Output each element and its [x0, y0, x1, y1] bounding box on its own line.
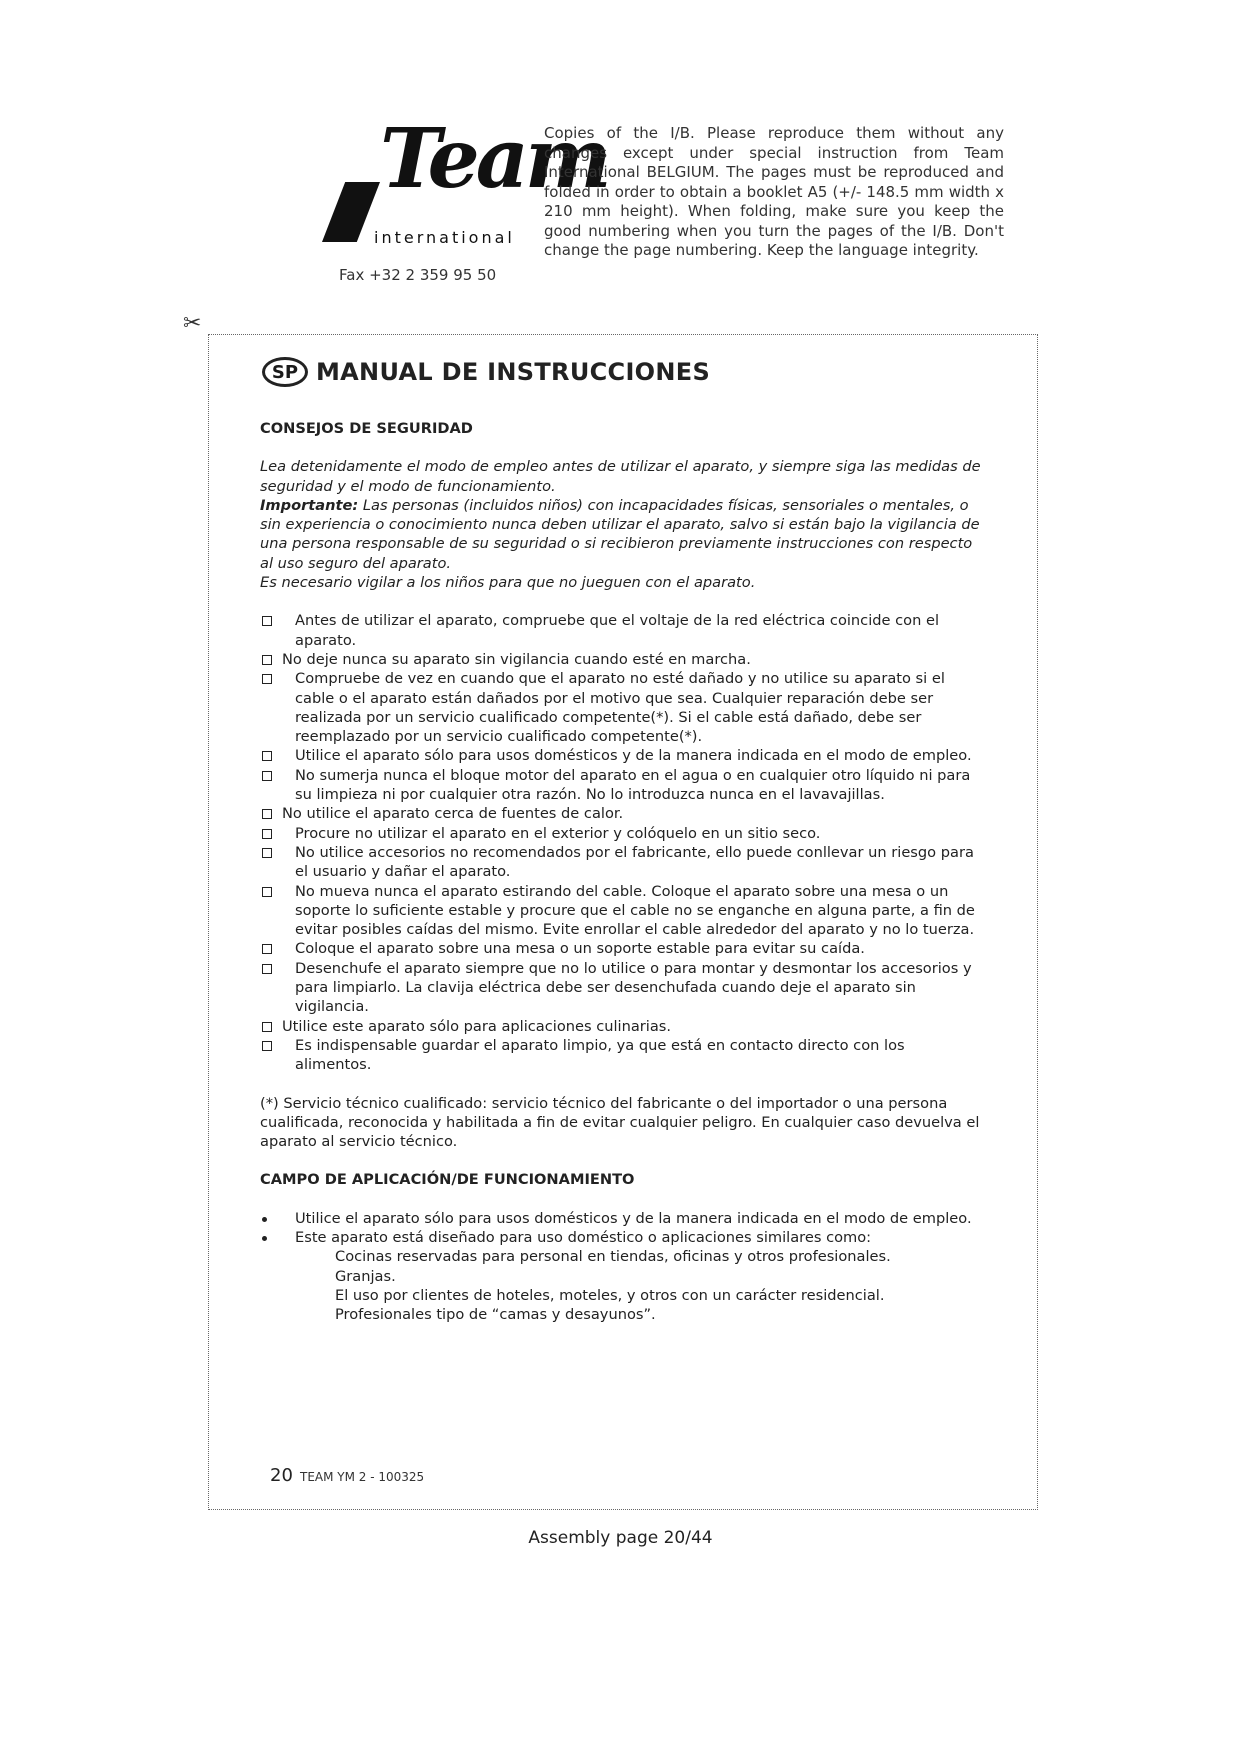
list-item: [260, 746, 982, 765]
scope-subitems: [295, 1247, 982, 1324]
checkbox-bullet-icon: [262, 771, 272, 781]
service-footnote: (*) Servicio técnico cualificado: servicio técnico del fabricante o del importador o una persona cualificada, reconocida y habilitada a fin de evitar cualquier peligro. En cualquier caso devuelva el aparato al servicio técnico.: [260, 1094, 980, 1151]
bullet-dot-icon: [262, 1236, 267, 1241]
list-item-text: Utilice este aparato sólo para aplicaciones culinarias.: [282, 1017, 672, 1035]
sub-item: Profesionales tipo de “camas y desayunos”.: [335, 1306, 656, 1324]
scope-list: [260, 1209, 982, 1325]
sub-item: Cocinas reservadas para personal en tiendas, oficinas y otros profesionales.: [335, 1248, 891, 1266]
list-item-text: Utilice el aparato sólo para usos domésticos y de la manera indicada en el modo de empleo.: [295, 1209, 972, 1227]
team-logo: [322, 111, 608, 258]
list-item-text: Antes de utilizar el aparato, compruebe que el voltaje de la red eléctrica coincide con el aparato.: [295, 612, 940, 649]
manual-content: [260, 419, 982, 1324]
checkbox-bullet-icon: [262, 944, 272, 954]
important-text: Las personas (incluidos niños) con incapacidades físicas, sensoriales o mentales, o sin experiencia o conocimiento nunca deben utilizar el aparato, salvo si están bajo la vigilancia de una persona responsable de su seguridad o si recibieron previamente instrucciones con respecto al uso seguro del aparato.: [260, 496, 980, 572]
checkbox-bullet-icon: [262, 674, 272, 684]
list-item-text: Compruebe de vez en cuando que el aparato no esté dañado y no utilice su aparato si el cable o el aparato están dañados por el motivo que sea. Cualquier reparación debe ser realizada por un servicio cualificado competente(*). Si el cable está dañado, debe ser reemplazado por un servicio cualificado competente(*).: [295, 670, 945, 746]
list-item-text: No utilice accesorios no recomendados por el fabricante, ello puede conllevar un riesgo para el usuario y dañar el aparato.: [295, 843, 974, 881]
list-item: [260, 843, 982, 882]
list-item-text: Es indispensable guardar el aparato limpio, ya que está en contacto directo con los alimentos.: [295, 1036, 905, 1074]
list-item-text: No deje nunca su aparato sin vigilancia cuando esté en marcha.: [282, 650, 751, 668]
checkbox-bullet-icon: [262, 616, 272, 626]
checkbox-bullet-icon: [262, 887, 272, 897]
list-item-text: Procure no utilizar el aparato en el exterior y colóquelo en un sitio seco.: [295, 824, 821, 842]
page-title: MANUAL DE INSTRUCCIONES: [316, 358, 711, 386]
checkbox-bullet-icon: [262, 655, 272, 665]
language-badge: SP: [262, 357, 308, 387]
list-item-text: No sumerja nunca el bloque motor del aparato en el agua o en cualquier otro líquido ni para su limpieza ni por cualquier otra razón. No lo introduzca nunca en el lavavajillas.: [295, 766, 971, 804]
list-item: [260, 1036, 982, 1075]
safety-heading: CONSEJOS DE SEGURIDAD: [260, 420, 473, 437]
list-item: [260, 766, 982, 805]
list-item: [260, 959, 982, 1017]
list-item: [260, 1209, 982, 1228]
list-item-text: Utilice el aparato sólo para usos domésticos y de la manera indicada en el modo de empleo.: [295, 747, 972, 765]
list-item-text: No utilice el aparato cerca de fuentes de calor.: [282, 805, 624, 823]
page-code: TEAM YM 2 - 100325: [300, 1470, 425, 1484]
logo-sub-text: international: [374, 228, 515, 247]
list-item: [260, 939, 982, 958]
sub-item: Granjas.: [335, 1267, 396, 1285]
manual-title-row: [262, 357, 710, 387]
copies-note: Copies of the I/B. Please reproduce them without any changes except under special instruction from Team International BELGIUM. The pages must be reproduced and folded in order to obtain a booklet A5 (+/- 148.5 mm width x 210 mm height). When folding, make sure you keep the good numbering when you turn the pages of the I/B. Don't change the page numbering. Keep the language integrity.: [544, 124, 1004, 259]
checkbox-bullet-icon: [262, 1022, 272, 1032]
checkbox-bullet-icon: [262, 751, 272, 761]
scissors-icon: ✂: [183, 311, 202, 336]
checkbox-bullet-icon: [262, 964, 272, 974]
logo-main-text: Team: [380, 111, 608, 207]
intro-paragraph-3: Es necesario vigilar a los niños para que no jueguen con el aparato.: [260, 574, 756, 592]
important-label: Importante:: [260, 496, 359, 514]
list-item: [260, 824, 982, 843]
safety-list: [260, 611, 982, 1074]
intro-paragraph-1: Lea detenidamente el modo de empleo antes de utilizar el aparato, y siempre siga las medidas de seguridad y el modo de funcionamiento.: [260, 458, 981, 495]
page-number: 20: [270, 1465, 293, 1486]
logo-bar-graphic: [322, 182, 380, 242]
fax-number: Fax +32 2 359 95 50: [339, 266, 497, 284]
list-item: [260, 650, 982, 669]
list-item-text: Este aparato está diseñado para uso doméstico o aplicaciones similares como:: [295, 1228, 872, 1246]
list-item: [260, 1228, 982, 1324]
list-item: [260, 1017, 982, 1036]
intro-paragraph-2: [260, 496, 982, 573]
checkbox-bullet-icon: [262, 1041, 272, 1051]
checkbox-bullet-icon: [262, 829, 272, 839]
list-item: [260, 882, 982, 940]
sub-item: El uso por clientes de hoteles, moteles, y otros con un carácter residencial.: [335, 1286, 885, 1304]
list-item-text: Coloque el aparato sobre una mesa o un soporte estable para evitar su caída.: [295, 940, 865, 958]
list-item: [260, 804, 982, 823]
safety-intro: [260, 457, 982, 592]
bullet-dot-icon: [262, 1217, 267, 1222]
list-item-text: Desenchufe el aparato siempre que no lo utilice o para montar y desmontar los accesorios y para limpiarlo. La clavija eléctrica debe ser desenchufada cuando deje el aparato sin vigilancia.: [295, 959, 972, 1016]
list-item: [260, 611, 982, 650]
assembly-page-label: Assembly page 20/44: [528, 1528, 713, 1548]
list-item: [260, 669, 982, 746]
checkbox-bullet-icon: [262, 809, 272, 819]
scope-heading: CAMPO DE APLICACIÓN/DE FUNCIONAMIENTO: [260, 1171, 635, 1189]
list-item-text: No mueva nunca el aparato estirando del cable. Coloque el aparato sobre una mesa o un soporte lo suficiente estable y procure que el cable no se enganche en alguna parte, a fin de evitar posibles caídas del mismo. Evite enrollar el cable alrededor del aparato y no lo tuerza.: [295, 882, 975, 939]
checkbox-bullet-icon: [262, 848, 272, 858]
